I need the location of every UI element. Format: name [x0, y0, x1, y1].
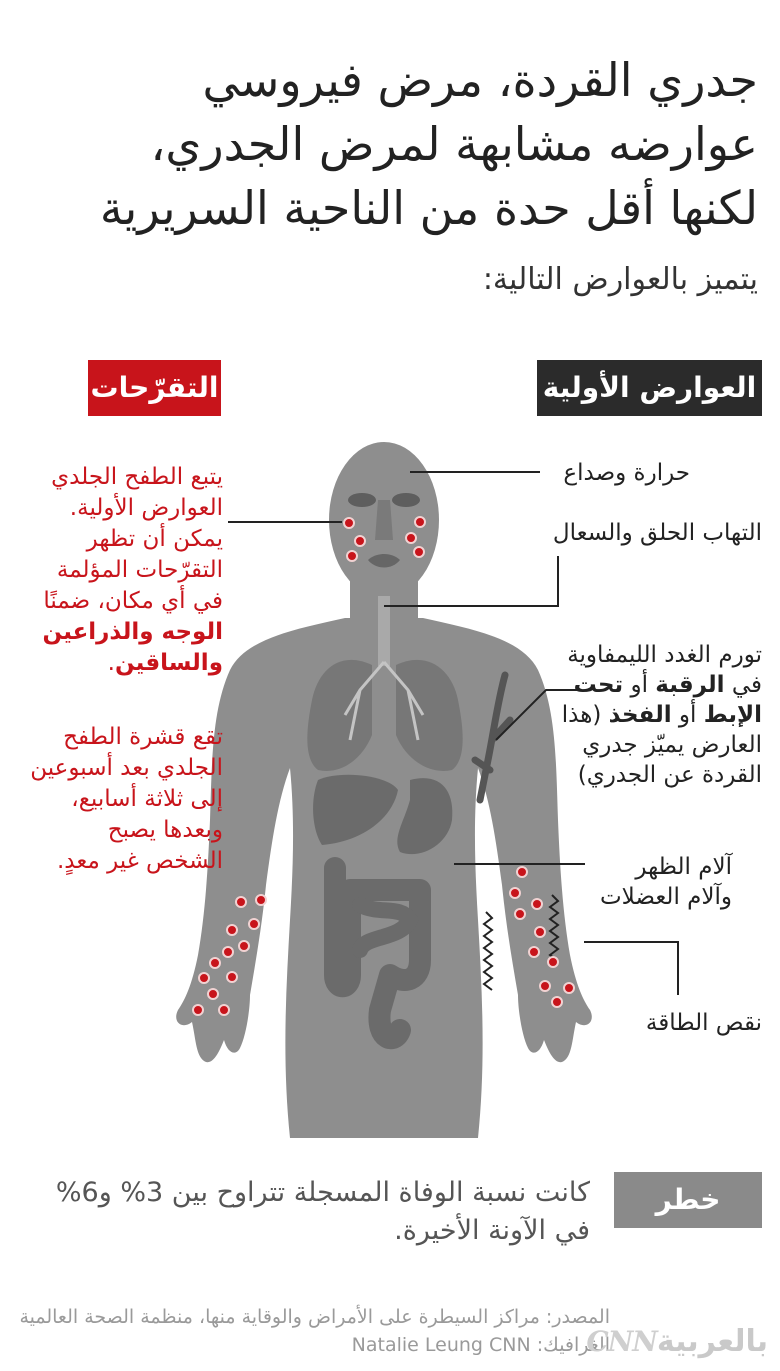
symptom-fever-headache: حرارة وصداع: [563, 460, 690, 486]
rash-paragraph-1: يتبع الطفح الجلدي العوارض الأولية. يمكن أن تظهر التقرّحات المؤلمة في أي مكان، ضمنًا الوجه والذراعين والساقين.: [42, 464, 223, 676]
title-line-2: عوارضه مشابهة لمرض الجدري،: [150, 117, 758, 171]
symptom-sore-throat-cough: التهاب الحلق والسعال: [552, 520, 762, 546]
source-credit: المصدر: مراكز السيطرة على الأمراض والوقاية منها، منظمة الصحة العالمية الغرافيك: Natalie Leung CNN: [19, 1306, 610, 1356]
rash-paragraph-2: تقع قشرة الطفح الجلدي بعد أسبوعين إلى ثلاثة أسابيع، وبعدها يصبح الشخص غير معدٍ.: [30, 724, 223, 874]
title-line-1: جدري القردة، مرض فيروسي: [202, 53, 758, 107]
symptom-lymph-nodes: تورم الغدد الليمفاوية في الرقبة أو تحت الإبط أو الفخذ (هذا العارض يميّز جدري القردة عن الجدري): [561, 642, 762, 788]
initial-symptoms-header: العوارض الأولية: [537, 360, 762, 416]
title-line-3: لكنها أقل حدة من الناحية السريرية: [99, 181, 758, 235]
symptom-back-muscle-pain: آلام الظهر وآلام العضلات: [600, 854, 732, 910]
death-risk-label: خطر الموت: [614, 1172, 762, 1228]
symptom-low-energy: نقص الطاقة: [645, 1010, 762, 1036]
death-risk-text: كانت نسبة الوفاة المسجلة تتراوح بين 3% و6% في الآونة الأخيرة.: [55, 1177, 590, 1246]
rash-header: التقرّحات: [88, 360, 221, 416]
subtitle: يتميز بالعوارض التالية:: [482, 262, 758, 297]
cnn-arabic-logo: بالعربيةCNN: [586, 1324, 768, 1359]
